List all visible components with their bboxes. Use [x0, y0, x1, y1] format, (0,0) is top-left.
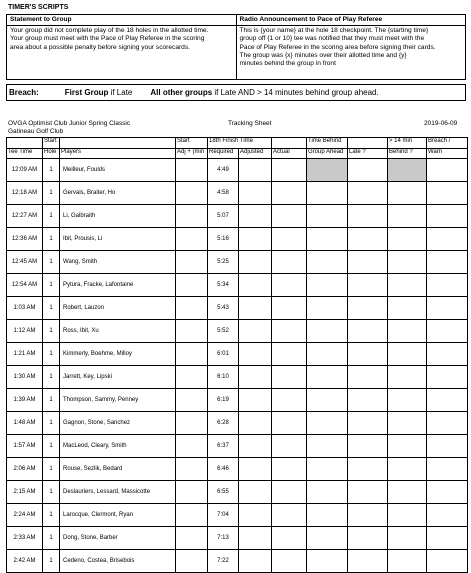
late-cell[interactable]	[348, 320, 388, 343]
table-row	[7, 527, 468, 550]
table-row	[7, 366, 468, 389]
hole-cell: 1	[43, 182, 60, 205]
actual-cell[interactable]	[272, 228, 307, 251]
event-date: 2019-06-09	[424, 120, 458, 127]
players-cell: Rouse, Sezlik, Bedard	[60, 458, 176, 481]
players-cell: Thompson, Sammy, Penney	[60, 389, 176, 412]
table-row	[7, 504, 468, 527]
behind-cell[interactable]	[388, 550, 427, 573]
behind-cell[interactable]	[388, 205, 427, 228]
header-top: > 14 min	[388, 138, 427, 149]
start-adj-cell[interactable]	[176, 550, 208, 573]
breach-cell[interactable]	[427, 228, 468, 251]
other-groups-rule: if Late AND > 14 minutes behind group ahead.	[212, 88, 379, 97]
breach-cell[interactable]	[427, 320, 468, 343]
required-time-cell: 6:46	[208, 458, 239, 481]
page-title: TIMER'S SCRIPTS	[8, 4, 69, 11]
time-behind-cell[interactable]	[307, 228, 348, 251]
breach-cell[interactable]	[427, 504, 468, 527]
time-behind-cell[interactable]	[307, 320, 348, 343]
radio-announcement	[236, 15, 466, 79]
breach-cell[interactable]	[427, 412, 468, 435]
actual-cell[interactable]	[272, 458, 307, 481]
behind-cell[interactable]	[388, 366, 427, 389]
tee-time-cell: 1:12 AM	[7, 320, 43, 343]
start-adj-cell[interactable]	[176, 366, 208, 389]
adjusted-cell[interactable]	[239, 389, 272, 412]
players-cell: Ibit, Prousis, Li	[60, 228, 176, 251]
adjusted-cell[interactable]	[239, 182, 272, 205]
table-row	[7, 481, 468, 504]
adjusted-cell[interactable]	[239, 458, 272, 481]
start-adj-cell[interactable]	[176, 297, 208, 320]
required-time-cell: 5:07	[208, 205, 239, 228]
behind-cell[interactable]	[388, 389, 427, 412]
header-hole: Hole	[43, 149, 60, 159]
adjusted-cell[interactable]	[239, 251, 272, 274]
tee-time-cell: 12:18 AM	[7, 182, 43, 205]
late-cell[interactable]	[348, 550, 388, 573]
start-adj-cell[interactable]	[176, 228, 208, 251]
adjusted-cell[interactable]	[239, 366, 272, 389]
late-cell[interactable]	[348, 435, 388, 458]
players-cell: Cedeno, Costea, Brisebois	[60, 550, 176, 573]
first-group-label: First Group	[64, 88, 109, 97]
hole-cell: 1	[43, 366, 60, 389]
tee-time-cell: 2:42 AM	[7, 550, 43, 573]
timer-scripts-box	[6, 14, 466, 80]
event-name: OVGA Optimist Club Junior Spring Classic	[8, 120, 131, 127]
header-adjusted: Adjusted	[239, 149, 272, 159]
breach-cell[interactable]	[427, 274, 468, 297]
other-groups-label: All other groups	[150, 88, 213, 97]
time-behind-cell[interactable]	[307, 182, 348, 205]
table-row	[7, 412, 468, 435]
behind-cell[interactable]	[388, 504, 427, 527]
tee-time-cell: 12:36 AM	[7, 228, 43, 251]
tee-time-cell: 2:15 AM	[7, 481, 43, 504]
players-cell: Wang, Smith	[60, 251, 176, 274]
time-behind-cell[interactable]	[307, 297, 348, 320]
actual-cell[interactable]	[272, 274, 307, 297]
hole-cell: 1	[43, 458, 60, 481]
required-time-cell: 7:13	[208, 527, 239, 550]
adjusted-cell[interactable]	[239, 550, 272, 573]
players-cell: Gervais, Braiter, Ho	[60, 182, 176, 205]
header-top: 18th Finish Time	[208, 138, 272, 149]
players-cell: Gagnon, Stone, Sanchez	[60, 412, 176, 435]
table-row	[7, 251, 468, 274]
tee-time-cell: 12:27 AM	[7, 205, 43, 228]
late-cell[interactable]	[348, 504, 388, 527]
time-behind-cell[interactable]	[307, 366, 348, 389]
header-breach: Warn	[427, 149, 468, 159]
tee-time-cell: 1:48 AM	[7, 412, 43, 435]
breach-cell[interactable]	[427, 343, 468, 366]
behind-cell[interactable]	[388, 343, 427, 366]
tee-time-cell: 1:03 AM	[7, 297, 43, 320]
required-time-cell: 6:55	[208, 481, 239, 504]
start-adj-cell[interactable]	[176, 343, 208, 366]
radio-line: minutes behind the group in front	[239, 60, 336, 68]
late-cell[interactable]	[348, 274, 388, 297]
time-behind-cell[interactable]	[307, 458, 348, 481]
hole-cell: 1	[43, 412, 60, 435]
adjusted-cell[interactable]	[239, 343, 272, 366]
table-row	[7, 343, 468, 366]
late-cell[interactable]	[348, 481, 388, 504]
radio-line: Pace of Play Referee in the scoring area before signing their cards.	[239, 43, 436, 51]
adjusted-cell[interactable]	[239, 412, 272, 435]
players-cell: Kimmerly, Boehme, Milloy	[60, 343, 176, 366]
adjusted-cell[interactable]	[239, 527, 272, 550]
table-row	[7, 274, 468, 297]
statement-to-group	[7, 15, 236, 79]
actual-cell[interactable]	[272, 366, 307, 389]
start-adj-cell[interactable]	[176, 435, 208, 458]
table-row	[7, 435, 468, 458]
tee-time-cell: 12:54 AM	[7, 274, 43, 297]
breach-cell[interactable]	[427, 182, 468, 205]
late-cell[interactable]	[348, 159, 388, 182]
players-cell: Meilleur, Foulds	[60, 159, 176, 182]
start-adj-cell[interactable]	[176, 274, 208, 297]
hole-cell: 1	[43, 205, 60, 228]
time-behind-cell[interactable]	[307, 504, 348, 527]
actual-cell[interactable]	[272, 435, 307, 458]
hole-cell: 1	[43, 251, 60, 274]
start-adj-cell[interactable]	[176, 504, 208, 527]
time-behind-cell[interactable]	[307, 251, 348, 274]
table-row	[7, 550, 468, 573]
start-adj-cell[interactable]	[176, 251, 208, 274]
adjusted-cell[interactable]	[239, 435, 272, 458]
table-row	[7, 458, 468, 481]
required-time-cell: 6:01	[208, 343, 239, 366]
breach-cell[interactable]	[427, 550, 468, 573]
header-top	[348, 138, 388, 149]
header-time-behind: Group Ahead	[307, 149, 348, 159]
start-adj-cell[interactable]	[176, 412, 208, 435]
start-adj-cell[interactable]	[176, 458, 208, 481]
start-adj-cell[interactable]	[176, 320, 208, 343]
players-cell: Ross, Ibit, Xu	[60, 320, 176, 343]
hole-cell: 1	[43, 527, 60, 550]
statement-heading: Statement to Group	[7, 15, 236, 26]
time-behind-cell[interactable]	[307, 412, 348, 435]
header-top	[7, 138, 43, 149]
required-time-cell: 7:04	[208, 504, 239, 527]
tee-time-cell: 2:33 AM	[7, 527, 43, 550]
actual-cell[interactable]	[272, 550, 307, 573]
actual-cell[interactable]	[272, 389, 307, 412]
tee-time-cell: 2:24 AM	[7, 504, 43, 527]
start-adj-cell[interactable]	[176, 159, 208, 182]
start-adj-cell[interactable]	[176, 205, 208, 228]
radio-line: The group was {x} minutes over their allotted time and {y}	[239, 51, 407, 59]
late-cell[interactable]	[348, 251, 388, 274]
behind-cell[interactable]	[388, 481, 427, 504]
breach-rule	[6, 84, 466, 101]
breach-cell[interactable]	[427, 251, 468, 274]
actual-cell[interactable]	[272, 182, 307, 205]
breach-label: Breach:	[9, 88, 39, 97]
late-cell[interactable]	[348, 343, 388, 366]
time-behind-cell[interactable]	[307, 389, 348, 412]
behind-cell[interactable]	[388, 435, 427, 458]
club-name: Gatineau Golf Club	[8, 128, 64, 135]
late-cell[interactable]	[348, 228, 388, 251]
players-cell: Dong, Stone, Barber	[60, 527, 176, 550]
header-players: Players	[60, 149, 176, 159]
header-top: Breach /	[427, 138, 468, 149]
time-behind-cell[interactable]	[307, 159, 348, 182]
tee-time-cell: 1:57 AM	[7, 435, 43, 458]
tee-time-cell: 2:06 AM	[7, 458, 43, 481]
first-group-rule: if Late	[108, 88, 133, 97]
radio-heading: Radio Announcement to Pace of Play Referee	[237, 15, 466, 26]
table-row	[7, 159, 468, 182]
behind-cell[interactable]	[388, 412, 427, 435]
start-adj-cell[interactable]	[176, 481, 208, 504]
actual-cell[interactable]	[272, 343, 307, 366]
actual-cell[interactable]	[272, 205, 307, 228]
hole-cell: 1	[43, 297, 60, 320]
players-cell: Robert, Lauzon	[60, 297, 176, 320]
time-behind-cell[interactable]	[307, 435, 348, 458]
required-time-cell: 5:34	[208, 274, 239, 297]
required-time-cell: 5:16	[208, 228, 239, 251]
header-late: Late ?	[348, 149, 388, 159]
required-time-cell: 7:22	[208, 550, 239, 573]
start-adj-cell[interactable]	[176, 527, 208, 550]
breach-cell[interactable]	[427, 297, 468, 320]
tee-time-cell: 12:09 AM	[7, 159, 43, 182]
hole-cell: 1	[43, 389, 60, 412]
required-time-cell: 6:19	[208, 389, 239, 412]
adjusted-cell[interactable]	[239, 481, 272, 504]
header-start-adj: Adj + (min	[176, 149, 208, 159]
tee-time-cell: 1:39 AM	[7, 389, 43, 412]
breach-cell[interactable]	[427, 435, 468, 458]
behind-cell[interactable]	[388, 527, 427, 550]
adjusted-cell[interactable]	[239, 274, 272, 297]
actual-cell[interactable]	[272, 159, 307, 182]
required-time-cell: 5:43	[208, 297, 239, 320]
hole-cell: 1	[43, 159, 60, 182]
breach-cell[interactable]	[427, 366, 468, 389]
statement-line: area about a possible penalty before signing your scorecards.	[10, 43, 190, 51]
radio-line: This is {your name} at the hole 18 checkpoint. The {starting time}	[239, 27, 429, 35]
late-cell[interactable]	[348, 458, 388, 481]
hole-cell: 1	[43, 343, 60, 366]
hole-cell: 1	[43, 228, 60, 251]
header-required: Required	[208, 149, 239, 159]
players-cell: Li, Galbraith	[60, 205, 176, 228]
late-cell[interactable]	[348, 297, 388, 320]
adjusted-cell[interactable]	[239, 320, 272, 343]
late-cell[interactable]	[348, 389, 388, 412]
actual-cell[interactable]	[272, 527, 307, 550]
breach-cell[interactable]	[427, 527, 468, 550]
sheet-title: Tracking Sheet	[228, 120, 272, 127]
tracking-table	[6, 137, 468, 573]
time-behind-cell[interactable]	[307, 205, 348, 228]
start-adj-cell[interactable]	[176, 182, 208, 205]
actual-cell[interactable]	[272, 251, 307, 274]
header-top: Start	[176, 138, 208, 149]
time-behind-cell[interactable]	[307, 550, 348, 573]
hole-cell: 1	[43, 550, 60, 573]
header-top: Start	[43, 138, 60, 149]
players-cell: Deslauriers, Lessard, Massicotte	[60, 481, 176, 504]
start-adj-cell[interactable]	[176, 389, 208, 412]
required-time-cell: 4:58	[208, 182, 239, 205]
late-cell[interactable]	[348, 527, 388, 550]
table-row	[7, 320, 468, 343]
late-cell[interactable]	[348, 205, 388, 228]
hole-cell: 1	[43, 481, 60, 504]
actual-cell[interactable]	[272, 504, 307, 527]
breach-cell[interactable]	[427, 481, 468, 504]
players-cell: MacLeod, Cleary, Smith	[60, 435, 176, 458]
header-actual: Actual	[272, 149, 307, 159]
table-row	[7, 228, 468, 251]
breach-cell[interactable]	[427, 458, 468, 481]
tee-time-cell: 12:45 AM	[7, 251, 43, 274]
time-behind-cell[interactable]	[307, 527, 348, 550]
statement-line: Your group must meet with the Pace of Play Referee in the scoring	[10, 35, 205, 43]
breach-cell[interactable]	[427, 159, 468, 182]
behind-cell[interactable]	[388, 228, 427, 251]
header-top: Time Behind	[307, 138, 348, 149]
players-cell: Larocque, Clermont, Ryan	[60, 504, 176, 527]
tee-time-cell: 1:30 AM	[7, 366, 43, 389]
table-row	[7, 182, 468, 205]
required-time-cell: 6:28	[208, 412, 239, 435]
time-behind-cell[interactable]	[307, 343, 348, 366]
breach-cell[interactable]	[427, 389, 468, 412]
players-cell: Pytura, Fracke, Lafontaine	[60, 274, 176, 297]
behind-cell[interactable]	[388, 251, 427, 274]
required-time-cell: 6:37	[208, 435, 239, 458]
behind-cell[interactable]	[388, 320, 427, 343]
tee-time-cell: 1:21 AM	[7, 343, 43, 366]
table-row	[7, 205, 468, 228]
actual-cell[interactable]	[272, 320, 307, 343]
table-row	[7, 297, 468, 320]
required-time-cell: 5:25	[208, 251, 239, 274]
hole-cell: 1	[43, 504, 60, 527]
late-cell[interactable]	[348, 182, 388, 205]
adjusted-cell[interactable]	[239, 205, 272, 228]
behind-cell[interactable]	[388, 297, 427, 320]
behind-cell[interactable]	[388, 274, 427, 297]
required-time-cell: 4:49	[208, 159, 239, 182]
actual-cell[interactable]	[272, 481, 307, 504]
header-top	[60, 138, 176, 149]
behind-cell[interactable]	[388, 182, 427, 205]
players-cell: Jarrett, Key, Lipski	[60, 366, 176, 389]
actual-cell[interactable]	[272, 412, 307, 435]
table-row	[7, 389, 468, 412]
hole-cell: 1	[43, 274, 60, 297]
adjusted-cell[interactable]	[239, 228, 272, 251]
breach-cell[interactable]	[427, 205, 468, 228]
late-cell[interactable]	[348, 412, 388, 435]
adjusted-cell[interactable]	[239, 297, 272, 320]
late-cell[interactable]	[348, 366, 388, 389]
adjusted-cell[interactable]	[239, 504, 272, 527]
required-time-cell: 6:10	[208, 366, 239, 389]
actual-cell[interactable]	[272, 297, 307, 320]
hole-cell: 1	[43, 320, 60, 343]
radio-line: group off {1 or 10} tee was notified that they must meet with the	[239, 35, 425, 43]
header-tee-time: Tee Time	[7, 149, 43, 159]
behind-cell[interactable]	[388, 458, 427, 481]
hole-cell: 1	[43, 435, 60, 458]
header-top	[272, 138, 307, 149]
time-behind-cell[interactable]	[307, 481, 348, 504]
header-behind: Behind ?	[388, 149, 427, 159]
behind-cell[interactable]	[388, 159, 427, 182]
statement-line: Your group did not complete play of the 18 holes in the allotted time.	[10, 27, 209, 35]
adjusted-cell[interactable]	[239, 159, 272, 182]
required-time-cell: 5:52	[208, 320, 239, 343]
time-behind-cell[interactable]	[307, 274, 348, 297]
